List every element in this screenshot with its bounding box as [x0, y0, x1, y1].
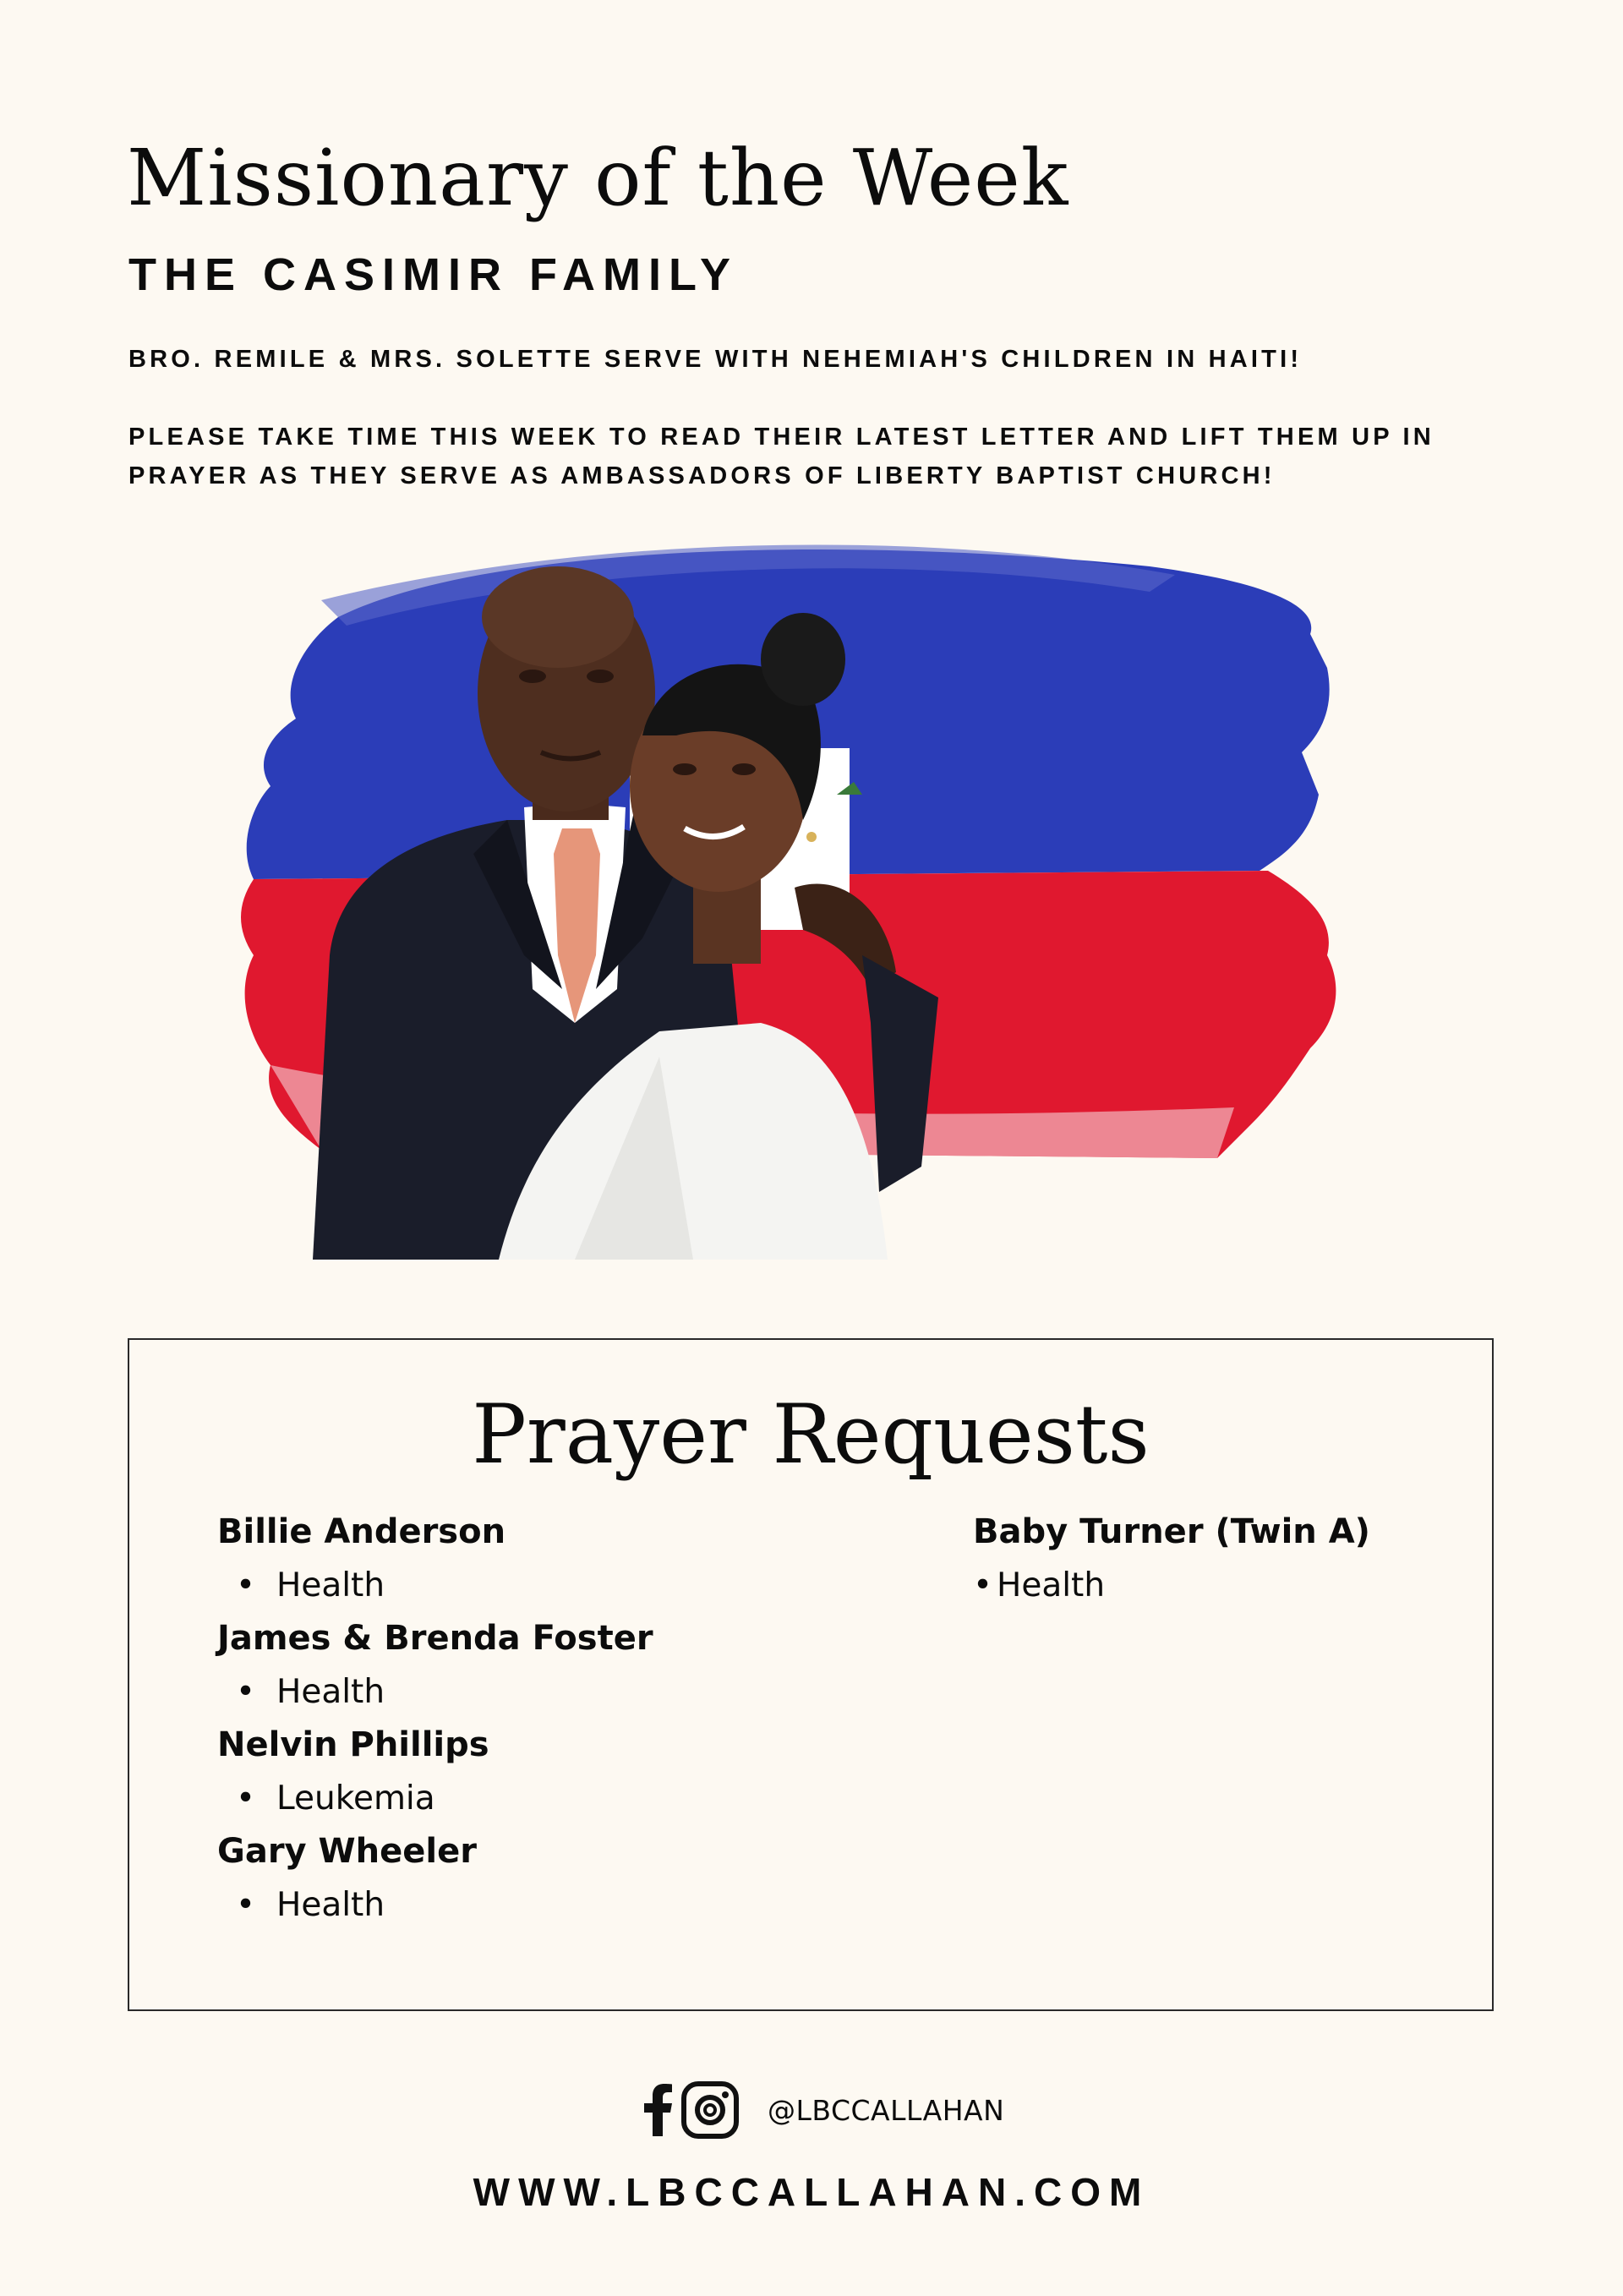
- request-name: Billie Anderson: [217, 1512, 506, 1551]
- prayer-list-left: [217, 1506, 653, 1932]
- facebook-icon[interactable]: [642, 2084, 673, 2136]
- prayer-call-text: PLEASE TAKE TIME THIS WEEK TO READ THEIR LATEST LETTER AND LIFT THEM UP IN PRAYER AS THEY SERVE AS AMBASSADORS OF LIBERTY BAPTIST CHURCH!: [128, 424, 1434, 489]
- family-name: THE CASIMIR FAMILY: [128, 249, 739, 300]
- page-title: Missionary of the Week: [127, 133, 1069, 223]
- request-name: Nelvin Phillips: [217, 1725, 489, 1764]
- website-link[interactable]: WWW.LBCCALLAHAN.COM: [473, 2170, 1150, 2214]
- request-name: James & Brenda Foster: [217, 1619, 653, 1658]
- request-name: Gary Wheeler: [217, 1832, 477, 1871]
- instagram-icon[interactable]: [681, 2081, 739, 2139]
- social-row: [642, 2076, 1004, 2144]
- prayer-list-right: [973, 1506, 1370, 1612]
- prayer-requests-title: Prayer Requests: [472, 1387, 1150, 1482]
- bullet-icon: •: [236, 1886, 256, 1924]
- request-item-text: Health: [276, 1566, 385, 1604]
- request-item-text: Health: [997, 1566, 1106, 1604]
- missionary-photo: [220, 516, 1378, 1260]
- request-name: Baby Turner (Twin A): [973, 1512, 1370, 1551]
- bullet-icon: •: [236, 1673, 256, 1711]
- request-item-text: Health: [276, 1886, 385, 1924]
- bullet-icon: •: [973, 1566, 993, 1604]
- social-handle[interactable]: @LBCCALLAHAN: [768, 2093, 1005, 2127]
- request-item-text: Health: [276, 1673, 385, 1711]
- bullet-icon: •: [236, 1779, 256, 1818]
- request-item: [217, 1878, 653, 1932]
- request-item-text: Leukemia: [276, 1779, 435, 1818]
- request-item: [217, 1559, 653, 1612]
- bullet-icon: •: [236, 1566, 256, 1604]
- request-item: [973, 1559, 1370, 1612]
- request-item: [217, 1665, 653, 1719]
- intro-text: BRO. REMILE & MRS. SOLETTE SERVE WITH NEHEMIAH'S CHILDREN IN HAITI!: [128, 346, 1303, 373]
- request-item: [217, 1772, 653, 1825]
- prayer-requests-box: [128, 1338, 1494, 2011]
